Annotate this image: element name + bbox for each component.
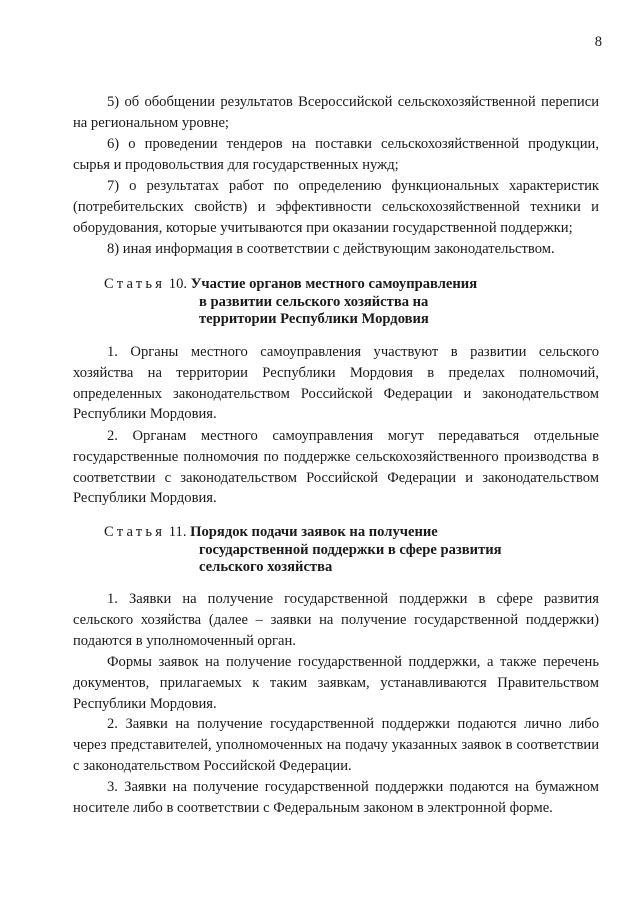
article-11-paragraph-2: 2. Заявки на получение государственной поддержки подаются лично либо через представителей, уполномоченных на подачу указанных заявок в соответствии с законодательством Российской Федерации. bbox=[73, 716, 599, 774]
list-item-6: 6) о проведении тендеров на поставки сельскохозяйственной продукции, сырья и продовольствия для государственных нужд; bbox=[73, 136, 599, 173]
article-11-paragraph-1: 1. Заявки на получение государственной поддержки в сфере развития сельского хозяйства (далее – заявки на получение государственной поддержки) подаются в уполномоченный орган. bbox=[73, 591, 599, 649]
article-10-paragraph-1: 1. Органы местного самоуправления участвуют в развитии сельского хозяйства на территории Республики Мордовия в пределах полномочий, определенных законодательством Российской Федерации и законодательством Республики Мордовия. bbox=[73, 344, 599, 423]
article-11-paragraph-forms: Формы заявок на получение государственной поддержки, а также перечень документов, прилагаемых к таким заявкам, устанавливаются Правительством Республики Мордовия. bbox=[73, 654, 599, 712]
article-10-number: 10. bbox=[165, 276, 191, 292]
article-11-title-line1: Порядок подачи заявок на получение bbox=[190, 524, 438, 540]
article-10-title-line3: территории Республики Мордовия bbox=[199, 311, 429, 327]
article-11-title-line2: государственной поддержки в сфере развития bbox=[199, 541, 502, 558]
article-11-number: 11. bbox=[165, 524, 191, 540]
list-item-5: 5) об обобщении результатов Всероссийской сельскохозяйственной переписи на региональном уровне; bbox=[73, 94, 599, 131]
article-10-heading bbox=[104, 276, 477, 329]
article-11-title-line3: сельского хозяйства bbox=[199, 559, 333, 575]
article-10-title-line2: в развитии сельского хозяйства на bbox=[199, 293, 429, 310]
list-item-7: 7) о результатах работ по определению функциональных характеристик (потребительских свойств) и эффективности сельскохозяйственной техники и оборудования, которые учитываются при оказании государственной поддержки; bbox=[73, 178, 599, 236]
list-item-8: 8) иная информация в соответствии с действующим законодательством. bbox=[107, 241, 555, 257]
article-10-paragraph-2: 2. Органам местного самоуправления могут передаваться отдельные государственные полномочия по поддержке сельскохозяйственного производства в соответствии с законодательством Российской Федерации и законодательством Республики Мордовия. bbox=[73, 428, 599, 507]
article-10-lead: Статья bbox=[104, 276, 166, 292]
article-11-heading bbox=[104, 524, 502, 577]
article-11-paragraph-3: 3. Заявки на получение государственной поддержки подаются на бумажном носителе либо в соответствии с Федеральным законом в электронной форме. bbox=[73, 779, 599, 816]
page-number: 8 bbox=[594, 34, 602, 50]
article-11-lead: Статья bbox=[104, 524, 166, 540]
article-10-title-line1: Участие органов местного самоуправления bbox=[190, 276, 478, 292]
